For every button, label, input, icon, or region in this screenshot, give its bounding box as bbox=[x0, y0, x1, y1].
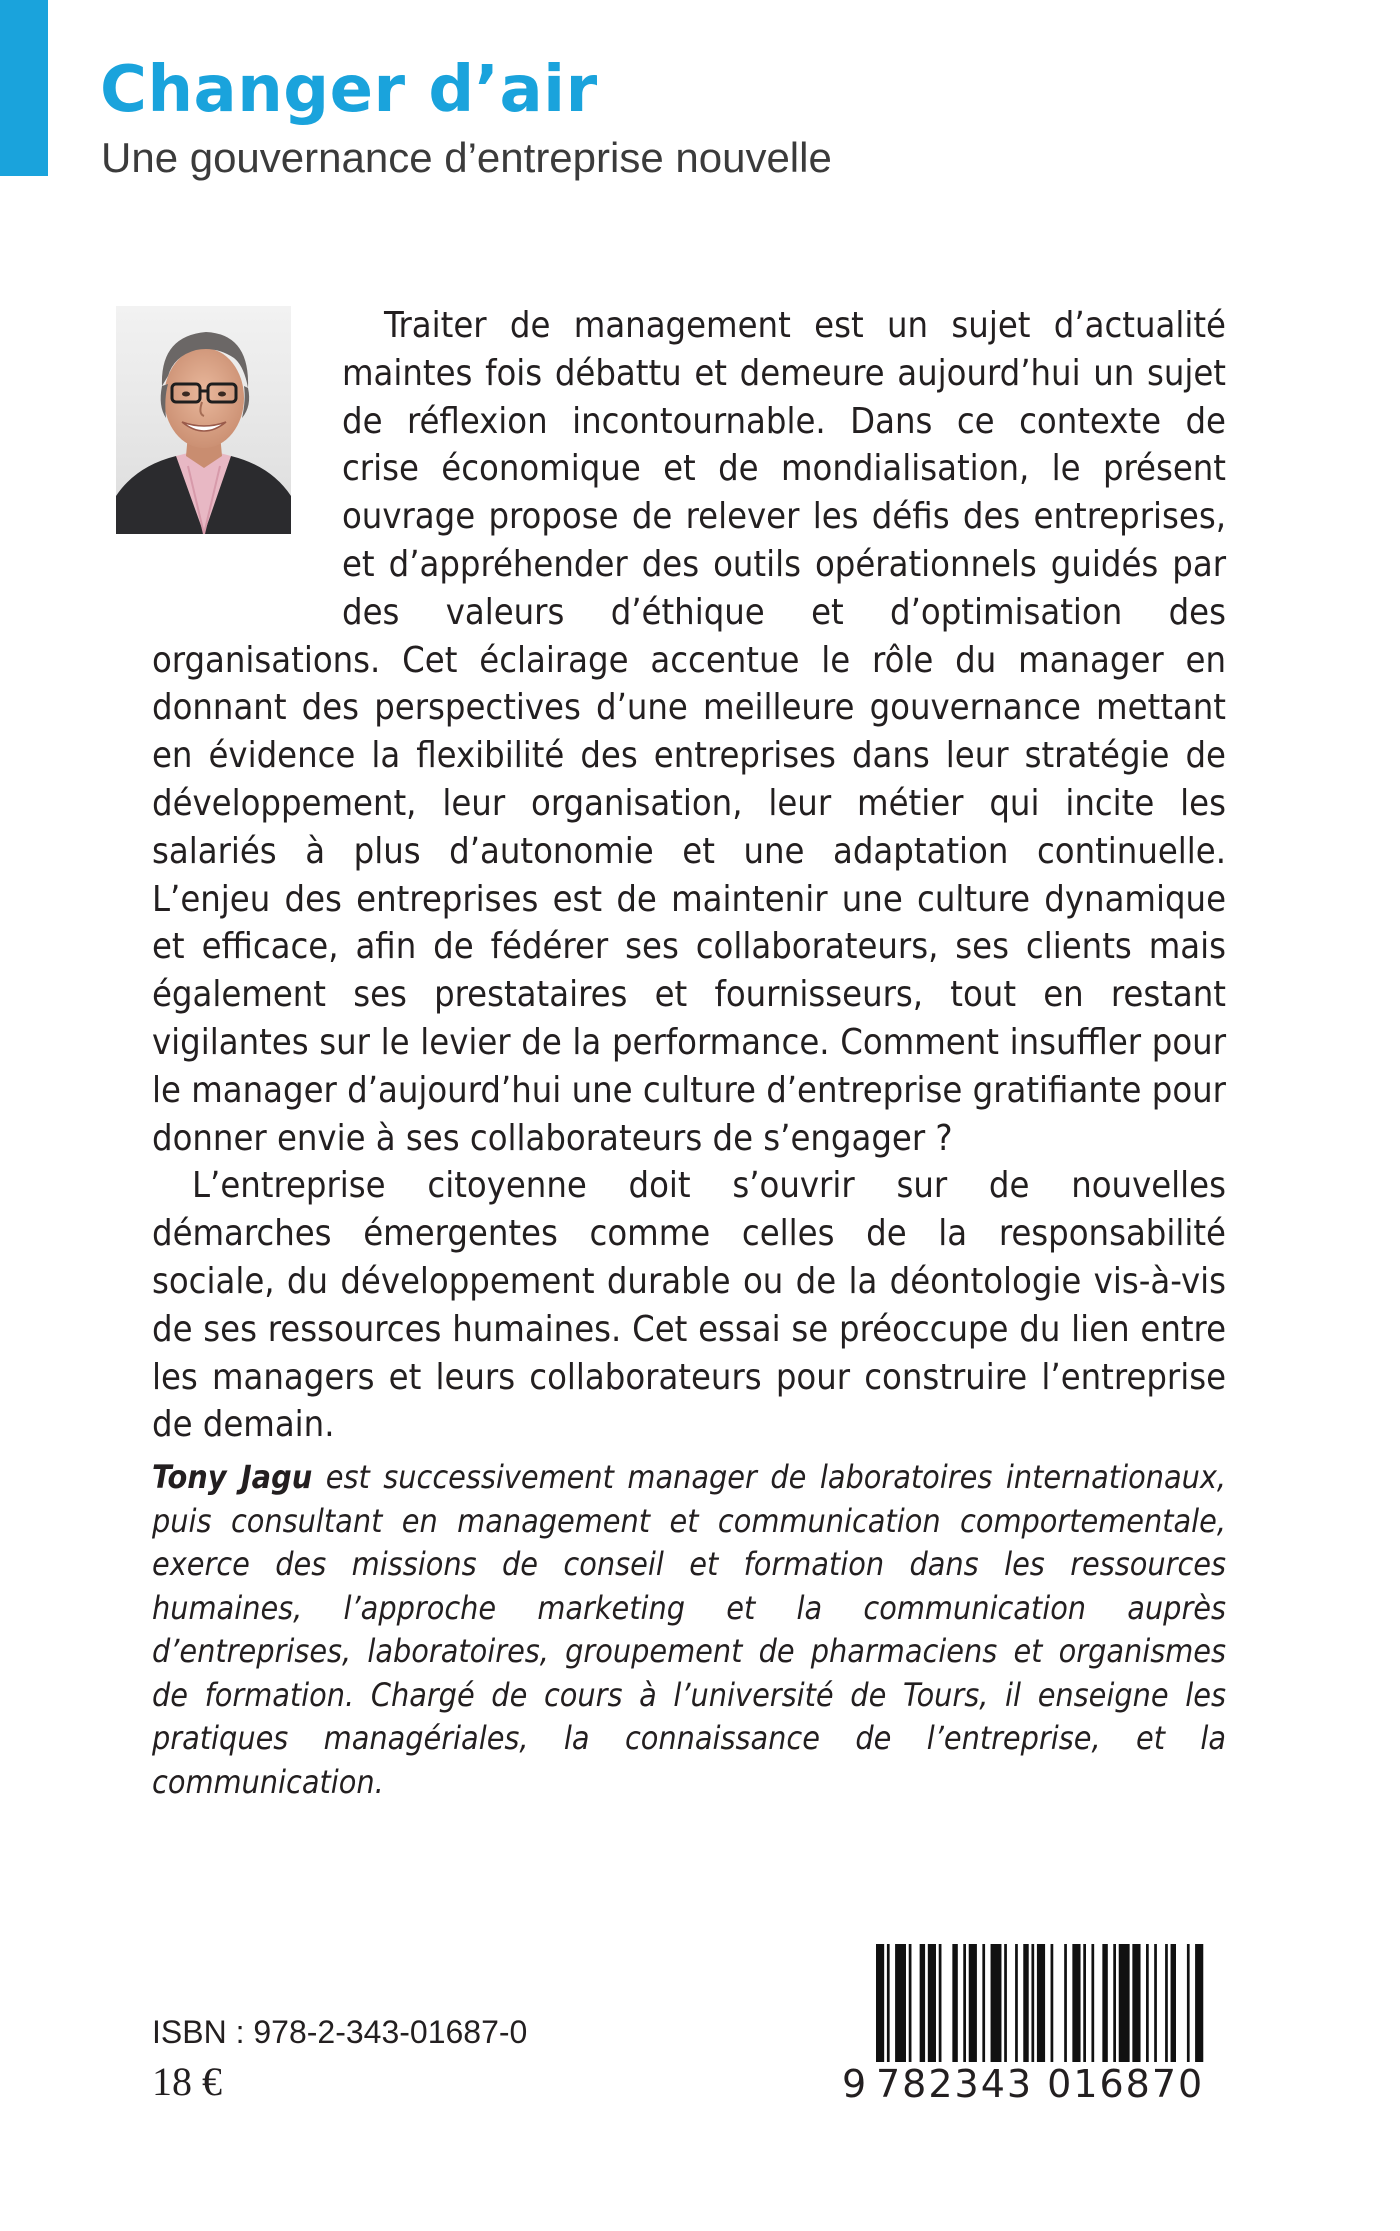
summary-text bbox=[152, 302, 1226, 1449]
barcode-digits-left: 782343 bbox=[876, 2062, 1034, 2106]
author-name: Tony Jagu bbox=[152, 1458, 313, 1496]
price: 18 € bbox=[152, 2059, 222, 2104]
barcode-digits-right: 016870 bbox=[1047, 2062, 1205, 2106]
author-bio bbox=[152, 1456, 1226, 1804]
summary-paragraph: L’entreprise citoyenne doit s’ouvrir sur de nouvelles démarches émergentes comme celles de la responsabilité sociale, du développement durable ou de la déontologie vis-à-vis de ses ressources humaines. Cet essai se préoccupe du lien entre les managers et leurs collaborateurs pour construire l’entreprise de demain. bbox=[152, 1165, 1226, 1446]
photo-spacer bbox=[152, 302, 342, 592]
book-title: Changer d’air bbox=[100, 53, 598, 127]
isbn: ISBN : 978-2-343-01687-0 bbox=[152, 2014, 528, 2050]
barcode-digit-first: 9 bbox=[842, 2062, 869, 2106]
barcode-digits bbox=[842, 2062, 1220, 2106]
accent-bar bbox=[0, 0, 48, 176]
author-bio-text: est successivement manager de laboratoires internationaux, puis consultant en management et communication comportementale, exerce des missions de conseil et formation dans les ressources humaines, l’approche marketing et la communication auprès d’entreprises, laboratoires, groupement de pharmaciens et organismes de formation. Chargé de cours à l’université de Tours, il enseigne les pratiques managériales, la connaissance de l’entreprise, et la communication. bbox=[152, 1458, 1227, 1801]
summary-paragraph: Traiter de management est un sujet d’actualité maintes fois débattu et demeure aujourd’hui un sujet de réflexion incontournable. Dans ce contexte de crise économique et de mondialisation, le présent ouvrage propose de relever les défis des entreprises, et d’appréhender des outils opérationnels guidés par des valeurs d’éthique et d’optimisation des organisations. Cet éclairage accentue le rôle du manager en donnant des perspectives d’une meilleure gouvernance mettant en évidence la flexibilité des entreprises dans leur stratégie de développement, leur organisation, leur métier qui incite les salariés à plus d’autonomie et une adaptation continuelle. L’enjeu des entreprises est de maintenir une culture dynamique et efficace, afin de fédérer ses collaborateurs, ses clients mais également ses prestataires et fournisseurs, tout en restant vigilantes sur le levier de la performance. Comment insuffler pour le manager d’aujourd’hui une culture d’entreprise gratifiante pour donner envie à ses collaborateurs de s’engager ? bbox=[152, 305, 1226, 1159]
book-subtitle: Une gouvernance d’entreprise nouvelle bbox=[101, 134, 832, 181]
